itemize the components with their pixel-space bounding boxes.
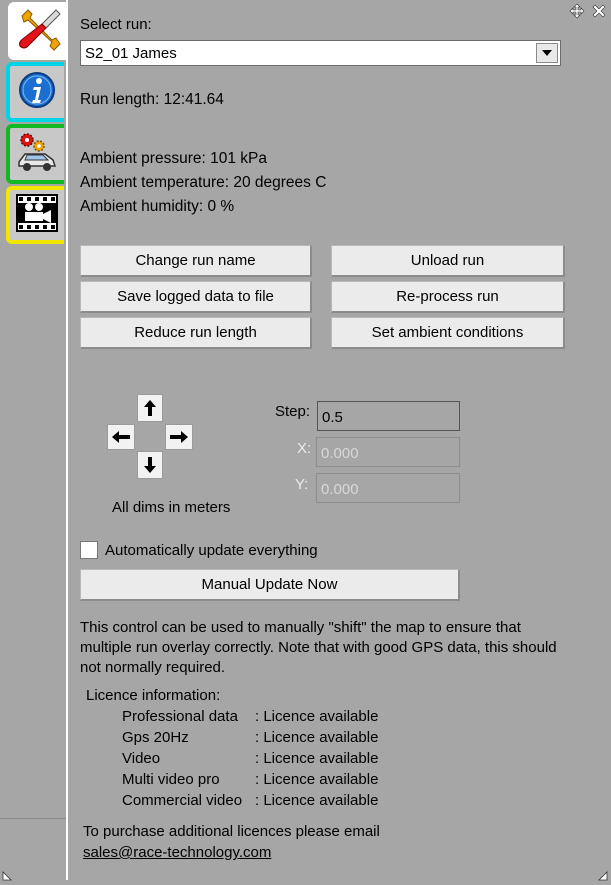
tab-video[interactable]	[6, 186, 64, 244]
y-label: Y:	[295, 476, 309, 493]
tab-strip-divider	[66, 0, 68, 880]
shift-up-button[interactable]	[137, 394, 163, 422]
x-label: X:	[297, 440, 312, 457]
auto-update-label: Automatically update everything	[105, 542, 318, 559]
dropdown-button[interactable]	[536, 43, 558, 63]
licence-status: : Licence available	[255, 708, 379, 725]
run-select-value: S2_01 James	[85, 45, 177, 62]
arrow-right-icon	[169, 430, 189, 444]
step-input[interactable]	[318, 402, 459, 430]
info-icon	[17, 70, 57, 114]
licence-name: Commercial video	[122, 792, 243, 809]
licence-name: Professional data	[122, 708, 238, 725]
movie-camera-icon	[15, 193, 59, 237]
licence-status: : Licence available	[255, 729, 379, 746]
reduce-run-length-button[interactable]: Reduce run length	[80, 317, 312, 349]
reprocess-run-button[interactable]: Re-process run	[331, 281, 565, 313]
step-field[interactable]	[317, 401, 460, 431]
car-gears-icon	[15, 130, 59, 178]
move-arrows-icon[interactable]	[568, 2, 586, 20]
ambient-humidity-text: Ambient humidity: 0 %	[80, 198, 235, 215]
step-label: Step:	[275, 403, 311, 420]
shift-down-button[interactable]	[137, 451, 163, 479]
resize-corner-right-icon[interactable]	[598, 868, 608, 878]
licence-status: : Licence available	[255, 771, 379, 788]
save-logged-data-button[interactable]: Save logged data to file	[80, 281, 312, 313]
licence-status: : Licence available	[255, 750, 379, 767]
select-run-label: Select run:	[80, 16, 152, 33]
licence-name: Gps 20Hz	[122, 729, 189, 746]
licence-name: Video	[122, 750, 161, 767]
sales-email-link[interactable]: sales@race-technology.com	[83, 844, 272, 861]
licence-status: : Licence available	[255, 792, 379, 809]
y-input[interactable]	[317, 474, 459, 502]
x-input[interactable]	[317, 438, 459, 466]
manual-update-button[interactable]: Manual Update Now	[80, 569, 460, 601]
tab-info[interactable]	[6, 62, 64, 122]
shift-right-button[interactable]	[165, 424, 193, 450]
auto-update-checkbox[interactable]	[80, 541, 98, 559]
set-ambient-conditions-button[interactable]: Set ambient conditions	[331, 317, 565, 349]
run-length-text: Run length: 12:41.64	[80, 91, 224, 108]
unload-run-button[interactable]: Unload run	[331, 245, 565, 277]
ambient-pressure-text: Ambient pressure: 101 kPa	[80, 150, 267, 167]
arrow-left-icon	[111, 430, 131, 444]
purchase-text: To purchase additional licences please email	[83, 823, 380, 840]
arrow-down-icon	[143, 456, 157, 474]
x-field[interactable]	[316, 437, 460, 467]
tab-car-settings[interactable]	[6, 124, 64, 184]
shift-left-button[interactable]	[107, 424, 135, 450]
dims-note: All dims in meters	[112, 499, 231, 516]
ambient-temperature-text: Ambient temperature: 20 degrees C	[80, 174, 327, 191]
run-select-dropdown[interactable]	[80, 40, 561, 66]
resize-corner-left-icon[interactable]	[2, 868, 12, 878]
tab-strip-bottom-line	[0, 818, 66, 819]
arrow-up-icon	[143, 399, 157, 417]
tab-tools[interactable]	[8, 2, 68, 60]
screwdriver-wrench-icon	[16, 6, 62, 56]
tab-strip	[0, 0, 66, 880]
chevron-down-icon	[537, 44, 557, 62]
y-field[interactable]	[316, 473, 460, 503]
shift-description: This control can be used to manually "shift" the map to ensure that multiple run overlay correctly. Note that with good GPS data, this should not normally required.	[80, 619, 557, 676]
change-run-name-button[interactable]: Change run name	[80, 245, 312, 277]
licence-heading: Licence information:	[86, 687, 221, 704]
close-x-icon[interactable]	[590, 2, 608, 20]
licence-name: Multi video pro	[122, 771, 220, 788]
